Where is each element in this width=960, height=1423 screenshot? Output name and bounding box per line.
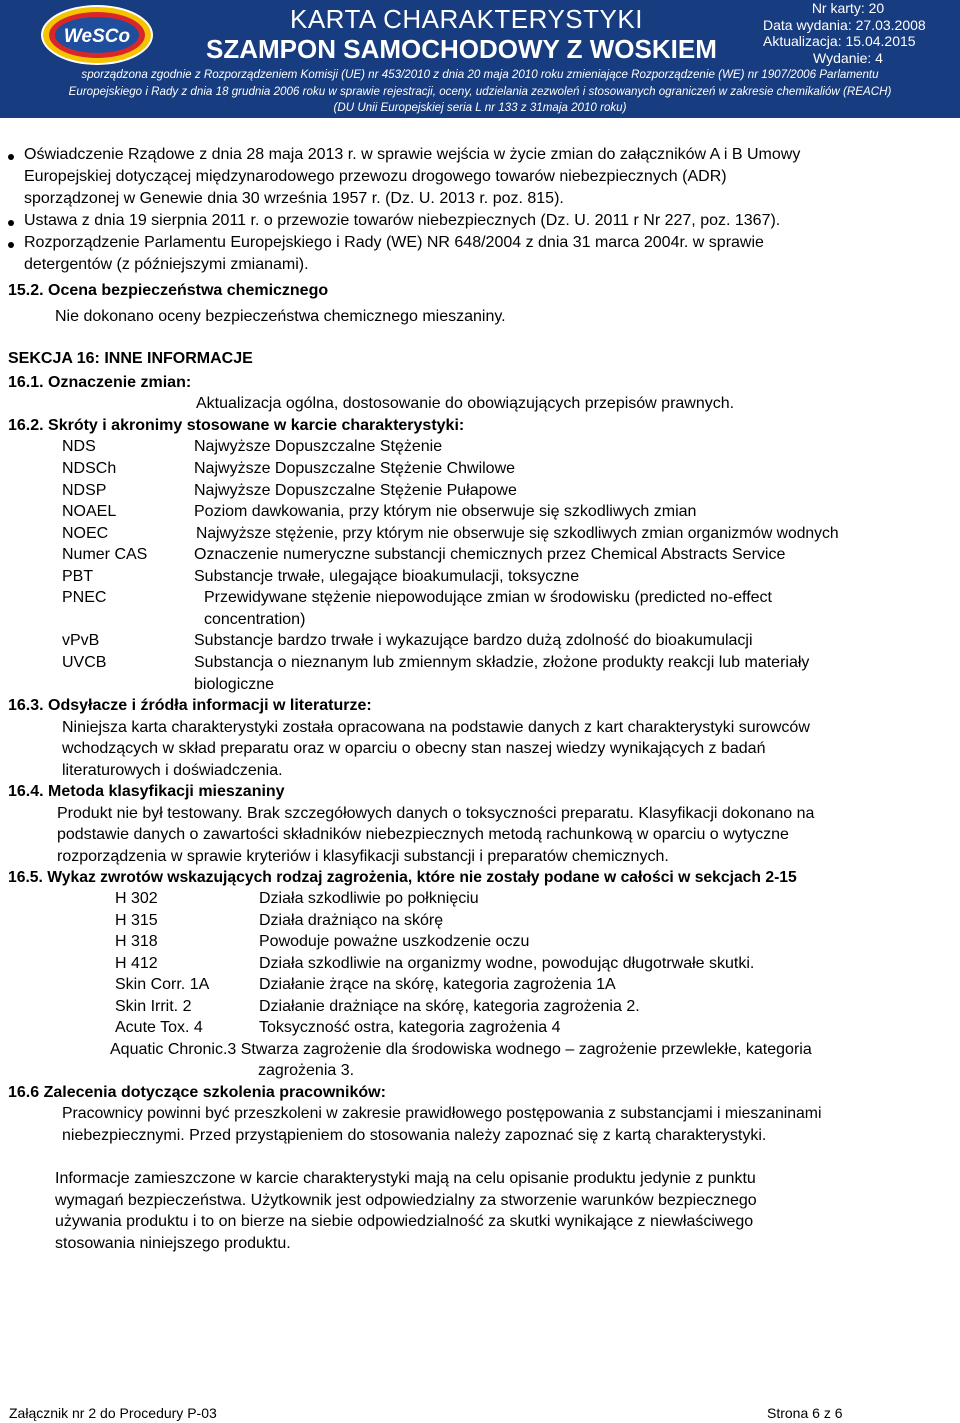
section-16-4-heading: 16.4. Metoda klasyfikacji mieszaniny [8,783,285,800]
acronym-abbr: vPvB [62,632,100,649]
acronym-desc: Przewidywane stężenie niepowodujące zmian w środowisku (predicted no-effect [204,589,772,606]
section-16-4-text: rozporządzenia w sprawie kryteriów i klasyfikacji substancji i preparatów chemicznych. [57,848,669,865]
section-16-3-text: literaturowych i doświadczenia. [62,762,283,779]
acronym-desc: Oznaczenie numeryczne substancji chemicznych przez Chemical Abstracts Service [194,546,786,563]
page-header [0,0,960,118]
legal-item-adr: Oświadczenie Rządowe z dnia 28 maja 2013 r. w sprawie wejścia w życie zmian do załączników A i B Umowy [24,146,801,163]
section-16-1-text: Aktualizacja ogólna, dostosowanie do obowiązujących przepisów prawnych. [196,395,735,412]
hazard-desc: Działa szkodliwie po połknięciu [259,890,479,907]
edition: Wydanie: 4 [813,49,883,66]
acronym-desc: Najwyższe Dopuszczalne Stężenie Pułapowe [194,482,517,499]
hazard-desc: Toksyczność ostra, kategoria zagrożenia 4 [259,1019,561,1036]
acronym-abbr: NDSP [62,482,107,499]
wesco-logo [22,3,172,67]
hazard-desc: Działanie drażniące na skórę, kategoria zagrożenia 2. [259,998,640,1015]
logo-text: WeSCo [63,26,131,47]
section-16-1-heading: 16.1. Oznaczenie zmian: [8,374,192,391]
section-15-2-text: Nie dokonano oceny bezpieczeństwa chemicznego mieszaniny. [55,308,506,325]
acronym-desc: Substancja o nieznanym lub zmiennym składzie, złożone produkty reakcji lub materiały [194,654,810,671]
issue-date: Data wydania: 27.03.2008 [763,16,926,33]
hazard-code: Skin Irrit. 2 [115,998,192,1015]
hazard-code: H 302 [115,890,158,907]
section-16-3-heading: 16.3. Odsyłacze i źródła informacji w literaturze: [8,697,372,714]
hazard-desc: Powoduje poważne uszkodzenie oczu [259,933,530,950]
acronym-desc-cont: concentration) [204,611,306,628]
title-line-1: KARTA CHARAKTERYSTYKI [290,4,643,34]
acronym-desc: Najwyższe Dopuszczalne Stężenie [194,438,443,455]
acronym-abbr: NDS [62,438,96,455]
hazard-code: Acute Tox. 4 [115,1019,203,1036]
section-16-6-text: niebezpiecznymi. Przed przystąpieniem do stosowania należy zapoznać się z kartą charakterystyki. [62,1127,767,1144]
section-16-3-text: Niniejsza karta charakterystyki została opracowana na podstawie danych z kart charakterystyki surowców [62,719,810,736]
regulation-line-3: (DU Unii Europejskiej seria L nr 133 z 31maja 2010 roku) [333,101,627,114]
legal-item-transport-act: Ustawa z dnia 19 sierpnia 2011 r. o przewozie towarów niebezpiecznych (Dz. U. 2011 r Nr 227, poz. 1367). [24,212,781,229]
hazard-desc: Działa drażniąco na skórę [259,912,444,929]
acronym-desc: Najwyższe stężenie, przy którym nie obserwuje się szkodliwych zmian organizmów wodnych [196,525,839,542]
section-15-2-heading: 15.2. Ocena bezpieczeństwa chemicznego [8,282,329,299]
hazard-desc: Działanie żrące na skórę, kategoria zagrożenia 1A [259,976,616,993]
acronym-abbr: NOAEL [62,503,117,520]
acronym-desc-cont: biologiczne [194,676,275,693]
hazard-code: Skin Corr. 1A [115,976,210,993]
section-16-4-text: podstawie danych o zawartości składników niebezpiecznych metodą rachunkową w oparciu o wytyczne [57,826,789,843]
acronym-abbr: PBT [62,568,94,585]
regulation-note [0,67,960,118]
regulation-line-2: Europejskiego i Rady z dnia 18 grudnia 2006 roku w sprawie rejestracji, oceny, udzielania zezwoleń i stosowanych ograniczeń w zakresie chemikaliów (REACH) [68,84,892,98]
hazard-desc: Działa szkodliwie na organizmy wodne, powodując długotrwałe skutki. [259,955,755,972]
acronym-desc: Poziom dawkowania, przy którym nie obserwuje się szkodliwych zmian [194,503,697,520]
hazard-code: H 315 [115,912,158,929]
disclaimer: stosowania niniejszego produktu. [55,1235,291,1252]
disclaimer: wymagań bezpieczeństwa. Użytkownik jest odpowiedzialny za stworzenie warunków bezpiecznego [55,1192,757,1209]
section-16-5-heading: 16.5. Wykaz zwrotów wskazujących rodzaj zagrożenia, które nie zostały podane w całości w sekcjach 2-15 [8,869,797,886]
acronym-abbr: Numer CAS [62,546,148,563]
acronym-abbr: UVCB [62,654,107,671]
acronym-abbr: NDSCh [62,460,117,477]
footer-page-number: Strona 6 z 6 [767,1405,843,1421]
legal-item-detergents: Rozporządzenie Parlamentu Europejskiego i Rady (WE) NR 648/2004 z dnia 31 marca 2004r. w sprawie [24,234,764,251]
section-16-2-heading: 16.2. Skróty i akronimy stosowane w karcie charakterystyki: [8,417,465,434]
legal-item-detergents-cont: detergentów (z późniejszymi zmianami). [24,256,309,273]
section-16-3-text: wchodzących w skład preparatu oraz w oparciu o obecny stan naszej wiedzy wynikających z badań [62,740,766,757]
hazard-code: H 412 [115,955,158,972]
regulation-line-1: sporządzona zgodnie z Rozporządzeniem Komisji (UE) nr 453/2010 z dnia 20 maja 2010 roku zmieniające Rozporządzenie (WE) nr 1907/2006 Parlamentu [81,68,879,81]
acronym-desc: Substancje trwałe, ulegające bioakumulacji, toksyczne [194,568,580,585]
hazard-aquatic: Aquatic Chronic.3 Stwarza zagrożenie dla środowiska wodnego – zagrożenie przewlekłe, kategoria [110,1041,812,1058]
section-16-6-text: Pracownicy powinni być przeszkoleni w zakresie prawidłowego postępowania z substancjami i mieszaninami [62,1105,822,1122]
section-16-heading: SEKCJA 16: INNE INFORMACJE [8,350,253,367]
title-line-2: SZAMPON SAMOCHODOWY Z WOSKIEM [206,34,717,64]
disclaimer: Informacje zamieszczone w karcie charakterystyki mają na celu opisanie produktu jedynie z punktu [55,1170,756,1187]
document-meta [763,0,958,66]
update-date: Aktualizacja: 15.04.2015 [763,33,916,49]
legal-item-adr-cont: sporządzonej w Genewie dnia 30 września 1957 r. (Dz. U. 2013 r. poz. 815). [24,190,564,207]
acronym-abbr: NOEC [62,525,109,542]
hazard-code: H 318 [115,933,158,950]
section-16-4-text: Produkt nie był testowany. Brak szczegółowych danych o toksyczności preparatu. Klasyfikacji dokonano na [57,805,815,822]
disclaimer: używania produktu i to on bierze na siebie odpowiedzialność za skutki wynikające z niewłaściwego [55,1213,754,1230]
footer-attachment: Załącznik nr 2 do Procedury P-03 [9,1405,217,1421]
acronym-abbr: PNEC [62,589,107,606]
acronym-desc: Najwyższe Dopuszczalne Stężenie Chwilowe [194,460,516,477]
card-number: Nr karty: 20 [811,0,885,16]
legal-item-adr-cont: Europejskiej dotyczącej międzynarodowego przewozu drogowego towarów niebezpiecznych (ADR) [24,168,727,185]
section-16-6-heading: 16.6 Zalecenia dotyczące szkolenia pracowników: [8,1084,386,1101]
acronym-desc: Substancje bardzo trwałe i wykazujące bardzo dużą zdolność do bioakumulacji [194,632,753,649]
hazard-aquatic-cont: zagrożenia 3. [258,1062,355,1079]
